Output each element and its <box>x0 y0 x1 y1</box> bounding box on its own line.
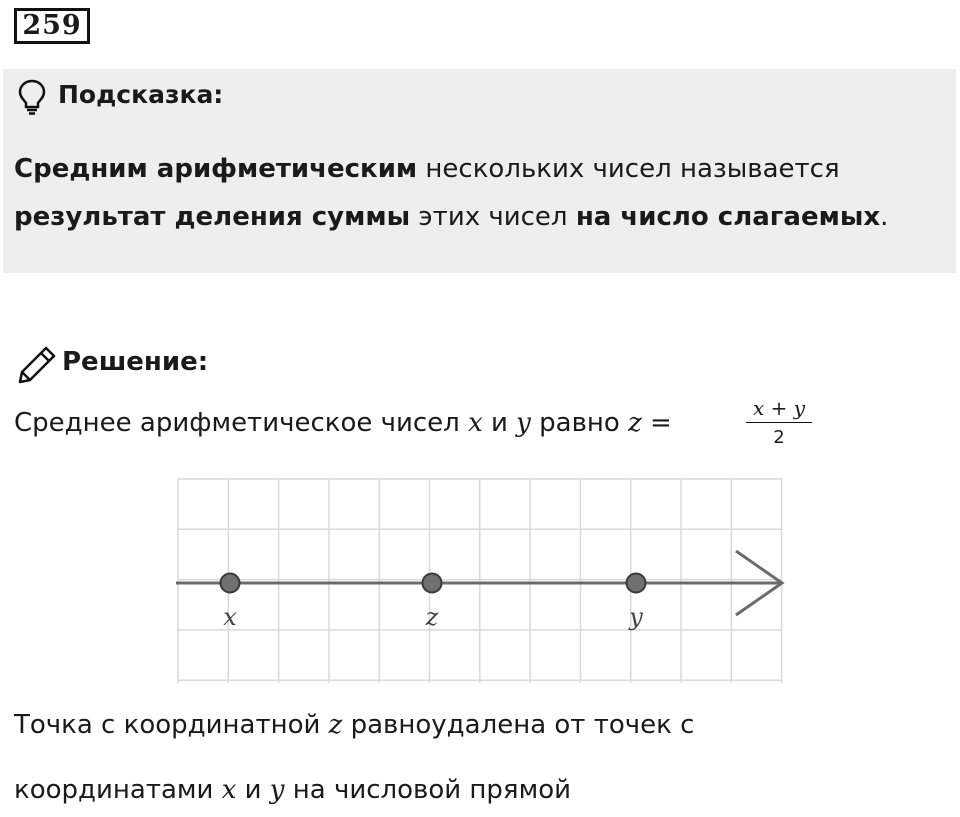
point-label-y: y <box>629 603 643 631</box>
text-part: равноудалена от точек с <box>342 710 695 740</box>
hint-definition <box>14 145 944 241</box>
var-x: x <box>468 408 483 438</box>
point-y <box>627 574 646 593</box>
text-part: Среднее арифметическое чисел <box>14 408 469 438</box>
point-x <box>221 574 240 593</box>
equals-sign: = <box>641 408 672 438</box>
hint-title: Подсказка: <box>58 80 224 109</box>
fraction-numerator: x + y <box>746 396 812 423</box>
var-z: z <box>328 710 343 740</box>
text-part: и <box>482 408 517 438</box>
point-z <box>423 574 442 593</box>
hint-period: . <box>880 202 889 232</box>
point-label-z: z <box>425 603 439 631</box>
text-part: на числовой прямой <box>284 775 571 805</box>
lightbulb-icon <box>16 78 48 116</box>
var-y: y <box>516 408 531 438</box>
hint-text-part: этих чисел <box>410 202 576 232</box>
var-z: z <box>628 408 642 438</box>
point-label-x: x <box>223 603 237 631</box>
number-line-figure <box>170 473 790 688</box>
text-part: координатами <box>14 775 222 805</box>
var-y: y <box>269 775 285 805</box>
hint-bold-count: на число слагаемых <box>575 202 881 232</box>
conclusion-line-2 <box>14 775 571 805</box>
var-x: x <box>221 775 237 805</box>
solution-title: Решение: <box>62 347 209 377</box>
grid <box>178 479 782 683</box>
text-part: Точка с координатной <box>14 710 329 740</box>
fraction-denominator: 2 <box>773 427 785 448</box>
conclusion-line-1 <box>14 710 694 740</box>
solution-statement <box>14 408 672 438</box>
hint-bold-term: Средним арифметическим <box>14 154 418 184</box>
task-number: 259 <box>14 8 90 44</box>
hint-text-part: нескольких чисел называется <box>417 154 840 184</box>
text-part: и <box>236 775 270 805</box>
pencil-icon <box>16 344 58 386</box>
hint-bold-result: результат деления суммы <box>14 202 411 232</box>
fraction <box>746 396 812 448</box>
text-part: равно <box>530 408 629 438</box>
